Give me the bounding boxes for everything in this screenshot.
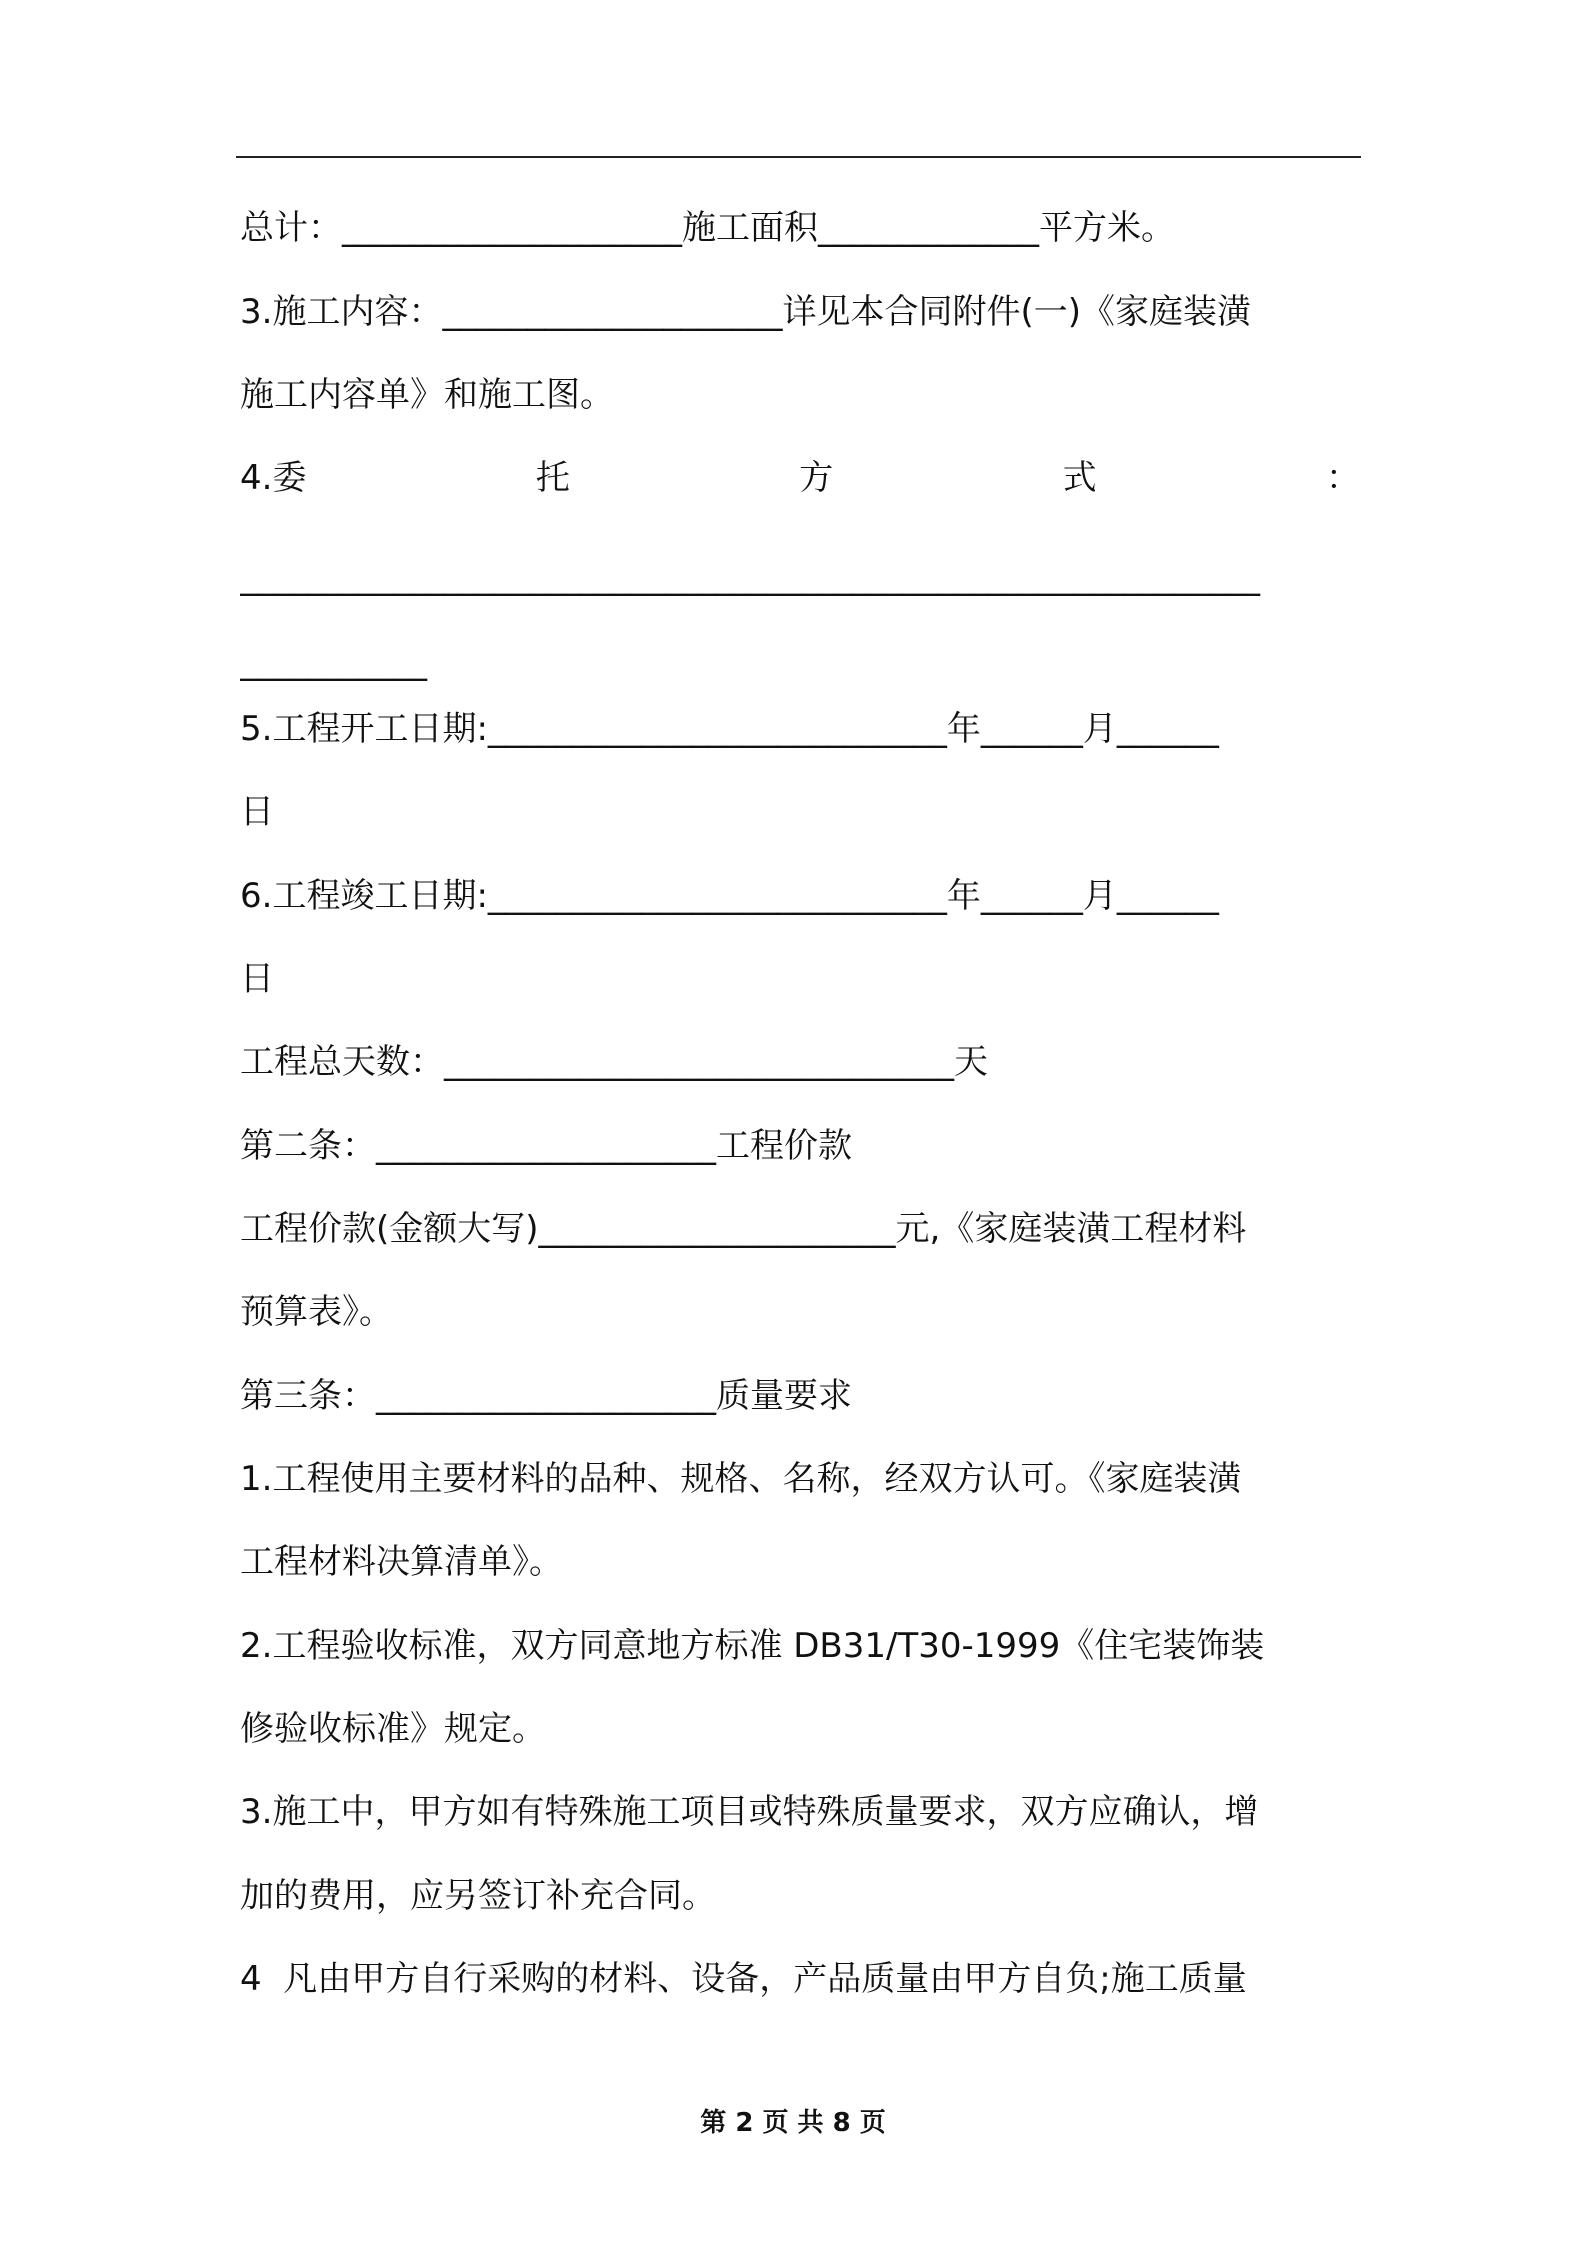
text-line-completion-date: 6.工程竣工日期:___________________________年______月______ <box>240 876 1219 916</box>
text-line-completion-date-day: 日 <box>240 959 274 999</box>
text-line-project-price: 工程价款(金额大写)_____________________元,《家庭装潢工程材料 <box>240 1209 1247 1249</box>
text-line-construction-content-cont: 施工内容单》和施工图。 <box>240 375 614 415</box>
spaced-word-2: 托 <box>535 458 570 498</box>
text-line-project-price-cont: 预算表》。 <box>240 1292 393 1332</box>
text-line-clause-4: 4 凡由甲方自行采购的材料、设备，产品质量由甲方自负;施工质量 <box>240 1959 1247 1999</box>
spaced-word-5: ： <box>1325 458 1360 498</box>
spaced-word-3: 方 <box>799 458 834 498</box>
spaced-word-4: 式 <box>1062 458 1097 498</box>
text-line-commission-method <box>240 456 1360 500</box>
text-line-clause-3: 3.施工中，甲方如有特殊施工项目或特殊质量要求，双方应确认，增 <box>240 1792 1259 1832</box>
blank-line-2: ___________ <box>240 642 427 682</box>
text-line-clause-2-cont: 修验收标准》规定。 <box>240 1709 546 1749</box>
text-line-start-date: 5.工程开工日期:___________________________年______月______ <box>240 709 1219 749</box>
text-line-clause-1: 1.工程使用主要材料的品种、规格、名称，经双方认可。《家庭装潢 <box>240 1459 1242 1499</box>
text-line-start-date-day: 日 <box>240 792 274 832</box>
text-line-total: 总计：____________________施工面积_____________平方米。 <box>240 208 1175 248</box>
page-number-footer: 第 2 页 共 8 页 <box>700 2108 886 2138</box>
text-line-clause-1-cont: 工程材料决算清单》。 <box>240 1542 563 1582</box>
text-line-construction-content: 3.施工内容：____________________详见本合同附件(一)《家庭装潢 <box>240 292 1251 332</box>
text-line-article-three: 第三条：____________________质量要求 <box>240 1376 852 1416</box>
text-line-article-two: 第二条：____________________工程价款 <box>240 1126 852 1166</box>
header-rule <box>236 156 1361 158</box>
spaced-word-1: 4.委 <box>240 458 307 498</box>
text-line-total-days: 工程总天数：______________________________天 <box>240 1042 988 1082</box>
text-line-clause-3-cont: 加的费用，应另签订补充合同。 <box>240 1876 716 1916</box>
text-line-clause-2: 2.工程验收标准，双方同意地方标准 DB31/T30-1999《住宅装饰装 <box>240 1626 1265 1666</box>
blank-line-1: ____________________________________________________________ <box>240 557 1260 597</box>
